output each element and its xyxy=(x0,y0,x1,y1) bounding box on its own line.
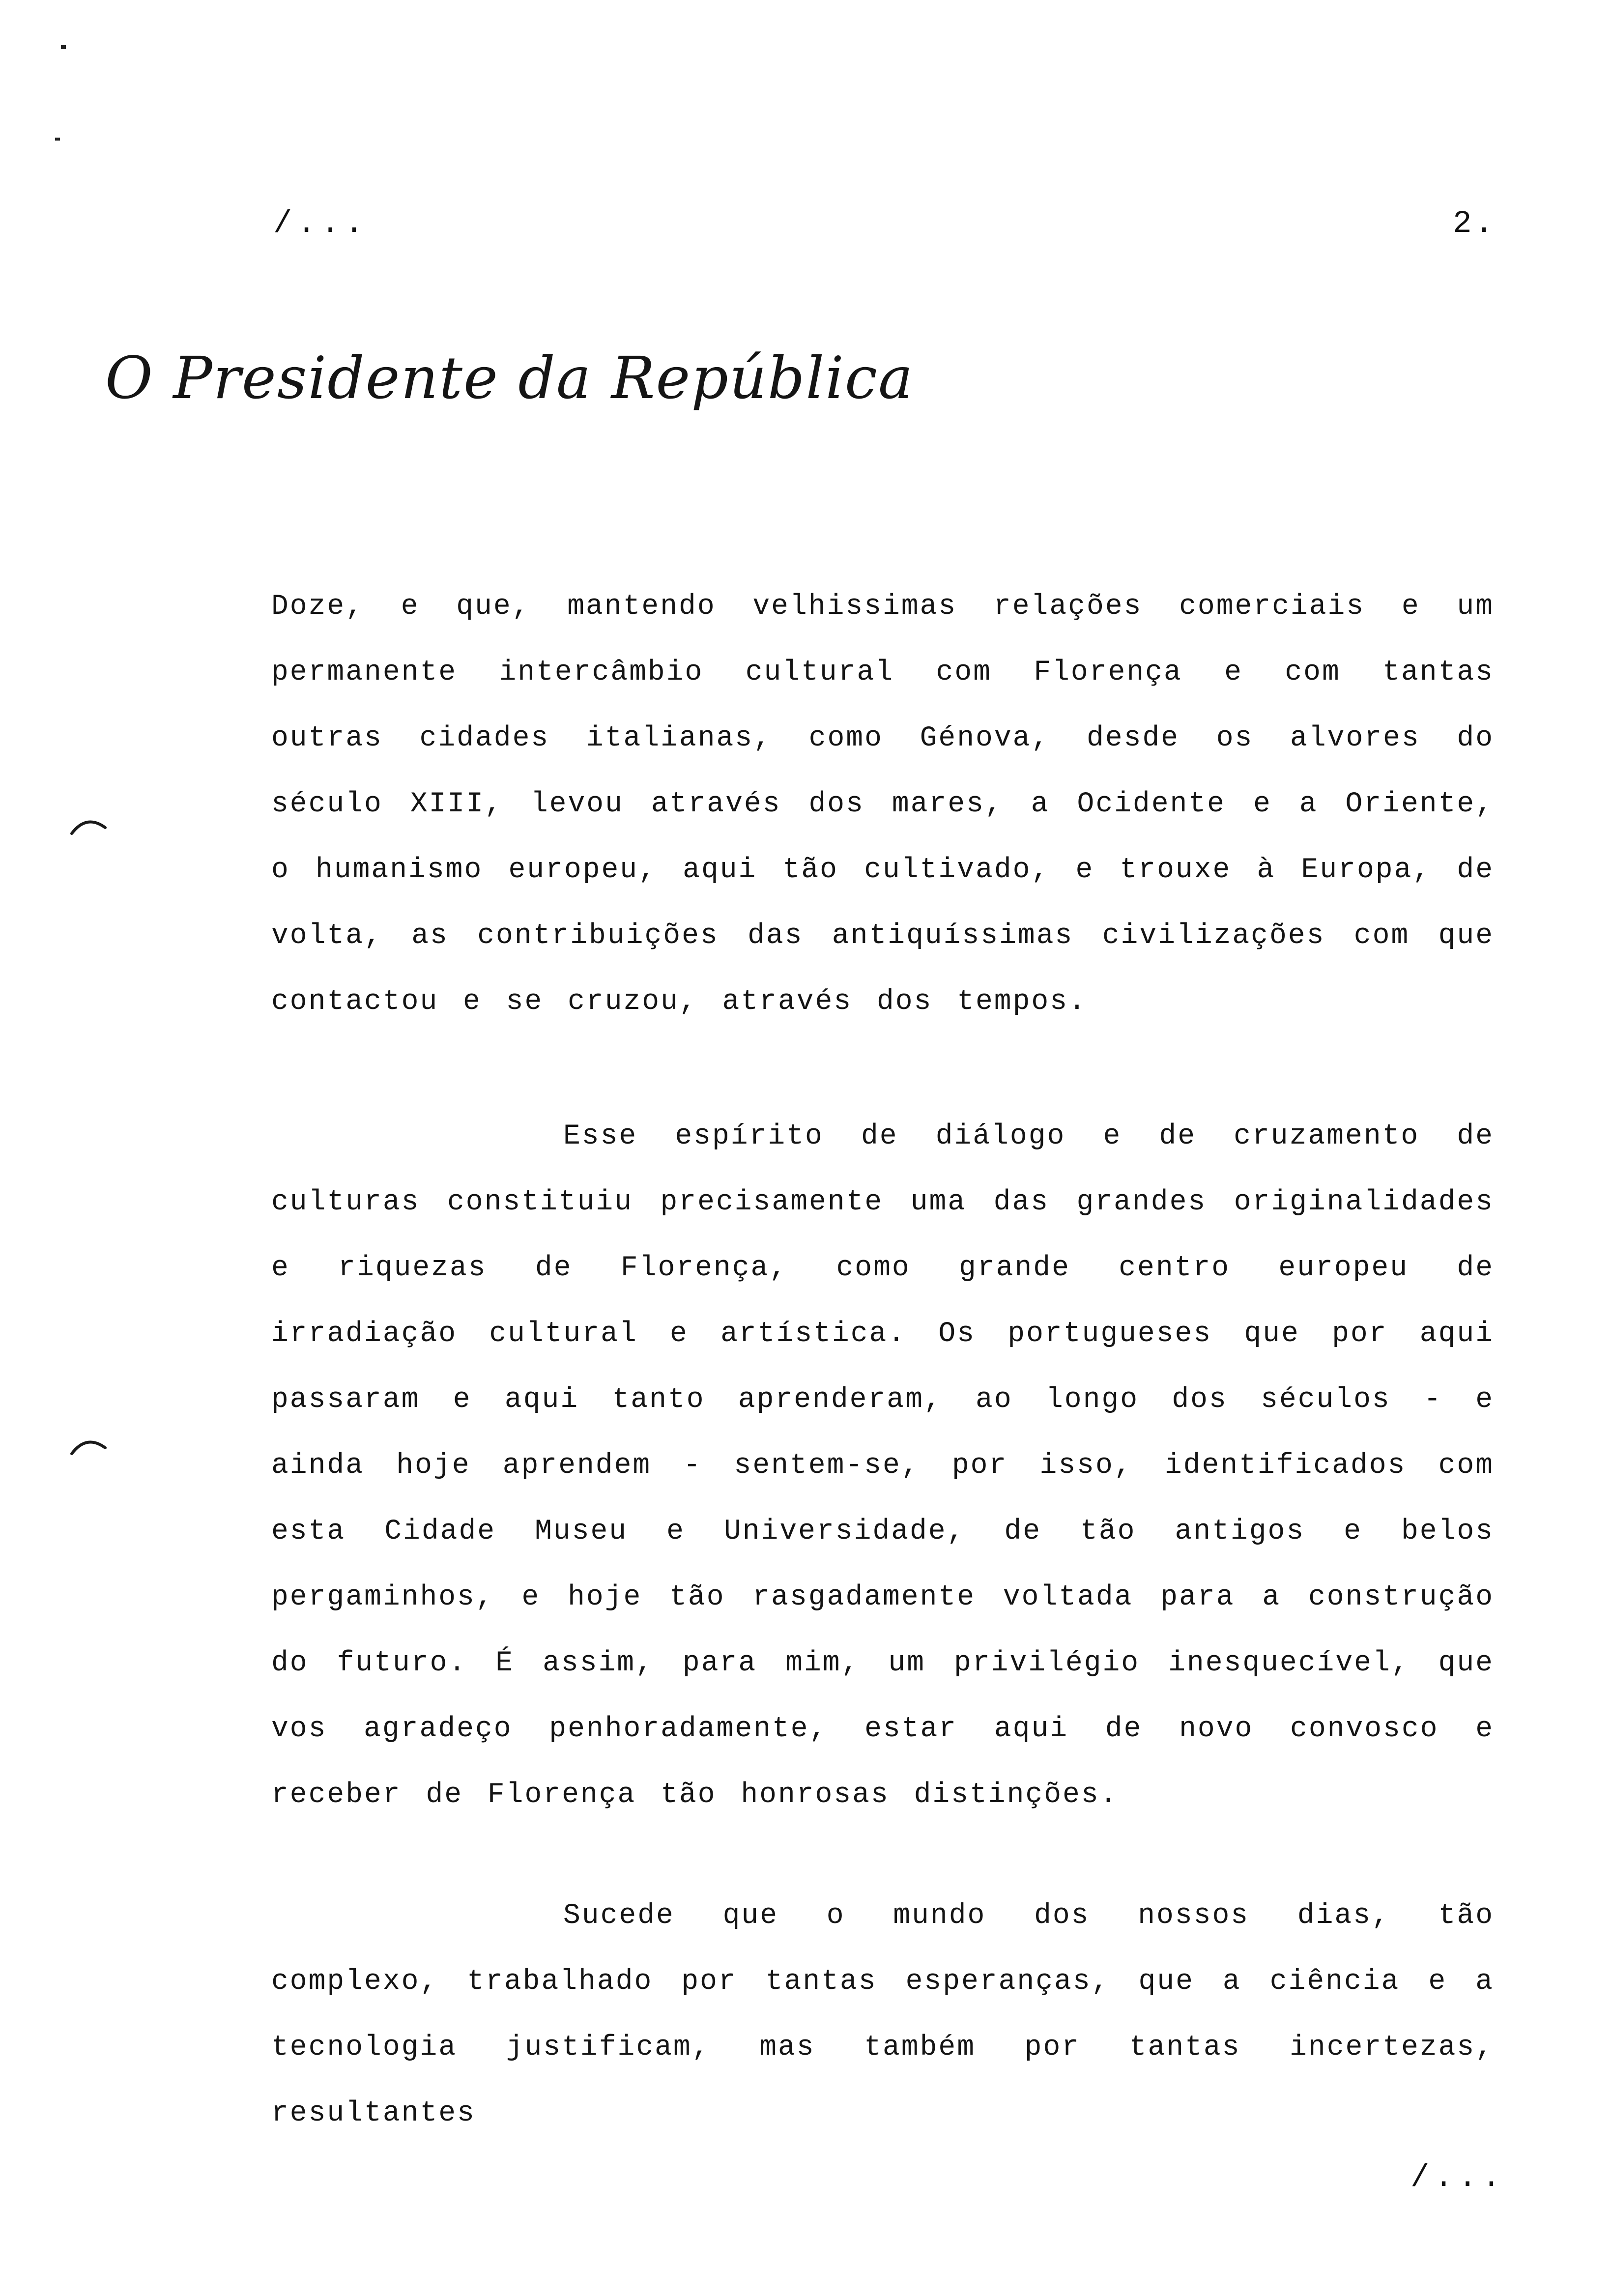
paragraph: Sucede que o mundo dos nossos dias, tão complexo, trabalhado por tantas esperanças, que a ciência e a tecnologia justificam, mas também por tantas incertezas, resultantes xyxy=(271,1900,1494,2129)
margin-dot xyxy=(55,138,60,141)
punch-hole-mark xyxy=(69,816,108,835)
footer-continuation: /... xyxy=(1410,2160,1506,2196)
margin-dot xyxy=(61,45,66,49)
punch-hole-mark xyxy=(69,1436,108,1456)
letterhead-title: O Presidente da República xyxy=(105,344,914,412)
paragraph: Esse espírito de diálogo e de cruzamento de culturas constituiu precisamente uma das grandes originalidades e riquezas de Florença, como grande centro europeu de irradiação cultural e artística. Os portugueses que por aqui passaram e aqui tanto aprenderam, ao longo dos séculos - e ainda hoje aprendem - sentem-se, por isso, identificados com esta Cidade Museu e Universidade, de tão antigos e belos pergaminhos, e hoje tão rasgadamente voltada para a construção do futuro. É assim, para mim, um privilégio inesquecível, que vos agradeço penhoradamente, estar aqui de novo convosco e receber de Florença tão honrosas distinções. xyxy=(271,1120,1494,1811)
paragraph: Doze, e que, mantendo velhissimas relações comerciais e um permanente intercâmbio cultural com Florença e com tantas outras cidades italianas, como Génova, desde os alvores do século XIII, levou através dos mares, a Ocidente e a Oriente, o humanismo europeu, aqui tão cultivado, e trouxe à Europa, de volta, as contribuições das antiquíssimas civilizações com que contactou e se cruzou, através dos tempos. xyxy=(271,591,1494,1018)
header-continuation: /... xyxy=(273,206,369,242)
page-number: 2. xyxy=(1453,206,1497,242)
